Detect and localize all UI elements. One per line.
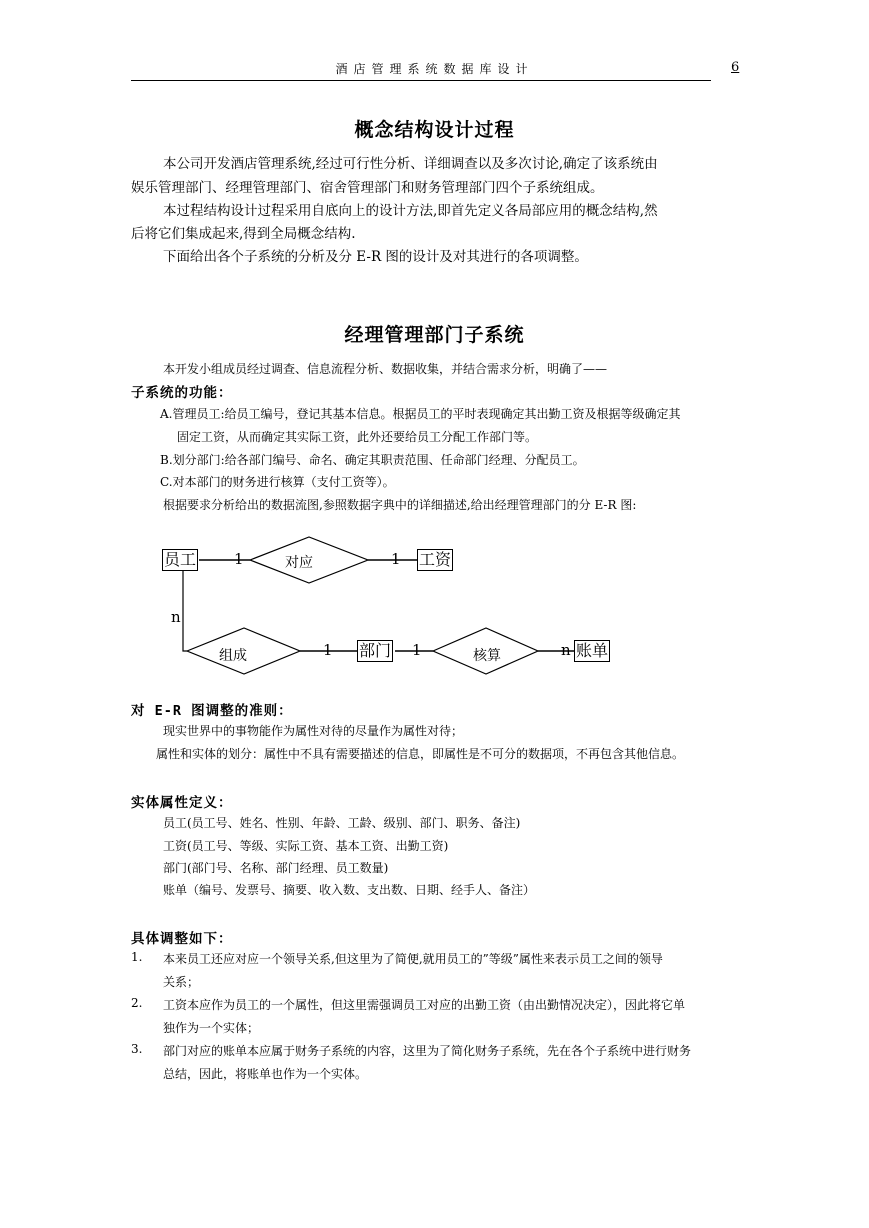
list-item-cont: 关系；: [163, 975, 200, 989]
list-item-cont: 独作为一个实体；: [163, 1021, 260, 1035]
list-item: 本来员工还应对应一个领导关系,但这里为了简便,就用员工的”等级”属性来表示员工之间的领导: [163, 952, 663, 966]
cardinality-label: n: [561, 641, 571, 659]
paragraph-text: 娱乐管理部门、经理管理部门、宿舍管理部门和财务管理部门四个子系统组成。: [131, 180, 604, 196]
relationship-compose-label: 组成: [219, 648, 247, 664]
attribute-department: 部门(部门号、名称、部门经理、员工数量): [163, 861, 389, 875]
intro-text: 本开发小组成员经过调查、信息流程分析、数据收集，并结合需求分析，明确了——: [163, 362, 608, 376]
entity-department: 部门: [359, 641, 392, 660]
er-intro-text: 根据要求分析给出的数据流图,参照数据字典中的详细描述,给出经理管理部门的分 E-R 图:: [163, 498, 637, 512]
section-title-manager-subsystem: 经理管理部门子系统: [344, 324, 525, 346]
paragraph-text: 下面给出各个子系统的分析及分 E-R 图的设计及对其进行的各项调整。: [163, 249, 588, 265]
attribute-salary: 工资(员工号、等级、实际工资、基本工资、出勤工资): [163, 839, 449, 853]
page-number: 6: [731, 60, 740, 75]
cardinality-label: 1: [323, 641, 333, 659]
cardinality-label: n: [171, 608, 181, 626]
adjustments-heading: 具体调整如下：: [131, 931, 233, 947]
function-item-c: C.对本部门的财务进行核算（支付工资等）。: [160, 475, 395, 489]
rules-heading: 对 E-R 图调整的准则：: [131, 703, 293, 719]
functions-heading: 子系统的功能：: [131, 385, 233, 401]
list-item: 部门对应的账单本应属于财务子系统的内容，这里为了简化财务子系统，先在各个子系统中进行财务: [163, 1044, 692, 1058]
cardinality-label: 1: [412, 641, 422, 659]
paragraph-text: 本过程结构设计过程采用自底向上的设计方法,即首先定义各局部应用的概念结构,然: [163, 203, 658, 219]
line-employee-compose: [183, 571, 187, 651]
list-item: 工资本应作为员工的一个属性，但这里需强调员工对应的出勤工资（由出勤情况决定），因此将它单: [163, 998, 686, 1012]
relationship-accounting-label: 核算: [473, 648, 501, 664]
list-item-number: 2.: [131, 996, 143, 1010]
entity-bill: 账单: [576, 641, 609, 660]
entity-salary: 工资: [419, 550, 452, 569]
attributes-heading: 实体属性定义：: [131, 795, 233, 811]
cardinality-label: 1: [234, 550, 244, 568]
function-item-a: A.管理员工:给员工编号，登记其基本信息。根据员工的平时表现确定其出勤工资及根据等级确定其: [160, 407, 681, 421]
paragraph-text: 本公司开发酒店管理系统,经过可行性分析、详细调查以及多次讨论,确定了该系统由: [163, 156, 658, 172]
cardinality-label: 1: [391, 550, 401, 568]
attribute-bill: 账单（编号、发票号、摘要、收入数、支出数、日期、经手人、备注）: [163, 883, 536, 897]
list-item-number: 3.: [131, 1042, 143, 1056]
rule-item: 现实世界中的事物能作为属性对待的尽量作为属性对待；: [163, 724, 464, 738]
header-title: 酒店管理系统数据库设计: [335, 62, 534, 76]
function-item-b: B.划分部门:给各部门编号、命名、确定其职责范围、任命部门经理、分配员工。: [160, 453, 585, 467]
function-item-a-cont: 固定工资，从而确定其实际工资，此外还要给员工分配工作部门等。: [177, 430, 538, 444]
list-item-cont: 总结，因此，将账单也作为一个实体。: [163, 1067, 368, 1081]
list-item-number: 1.: [131, 950, 143, 964]
section-title-concept-design: 概念结构设计过程: [354, 119, 515, 141]
relationship-correspond-label: 对应: [285, 555, 313, 571]
paragraph-text: 后将它们集成起来,得到全局概念结构.: [131, 226, 356, 242]
rule-item: 属性和实体的划分：属性中不具有需要描述的信息，即属性是不可分的数据项，不再包含其他信息。: [156, 747, 685, 761]
entity-employee: 员工: [164, 550, 197, 569]
attribute-employee: 员工(员工号、姓名、性别、年龄、工龄、级别、部门、职务、备注): [163, 816, 521, 830]
